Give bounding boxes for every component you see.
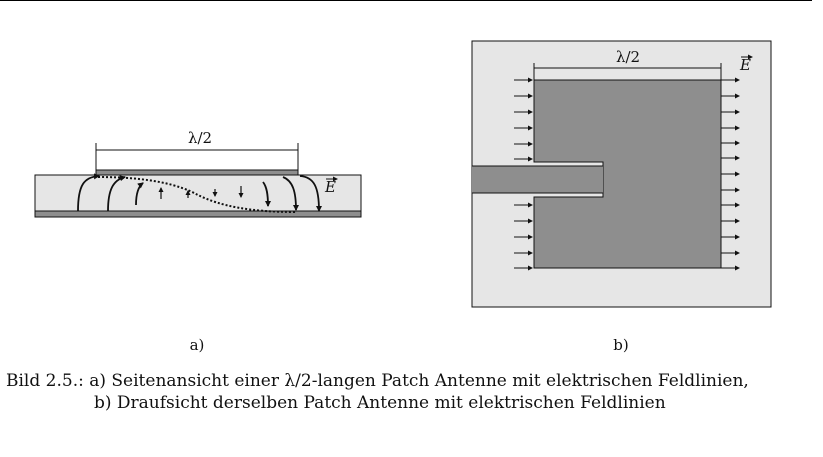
top-dimension-label: λ/2 <box>615 48 641 66</box>
svg-text:E: E <box>325 178 336 196</box>
caption-line-1-text: a) Seitenansicht einer λ/2-langen Patch Antenne mit elektrischen Feldlinien, <box>89 371 749 391</box>
side-e-field-label <box>324 178 337 196</box>
feed-line <box>472 166 603 193</box>
top-view-diagram <box>472 41 771 354</box>
top-e-field-label <box>739 56 752 74</box>
side-ground-plane <box>35 211 361 217</box>
side-dimension-line <box>96 143 298 172</box>
caption-line-1 <box>6 370 816 392</box>
svg-text:E: E <box>740 56 751 74</box>
side-patch <box>96 170 298 175</box>
top-view-sublabel: b) <box>613 336 629 354</box>
caption-line-2: b) Draufsicht derselben Patch Antenne mit elektrischen Feldlinien <box>94 393 666 413</box>
side-view-diagram <box>35 129 361 354</box>
side-view-sublabel: a) <box>189 336 205 354</box>
caption-prefix: Bild 2.5.: <box>6 371 84 391</box>
figure-caption <box>6 370 816 414</box>
side-dimension-label: λ/2 <box>187 129 213 147</box>
